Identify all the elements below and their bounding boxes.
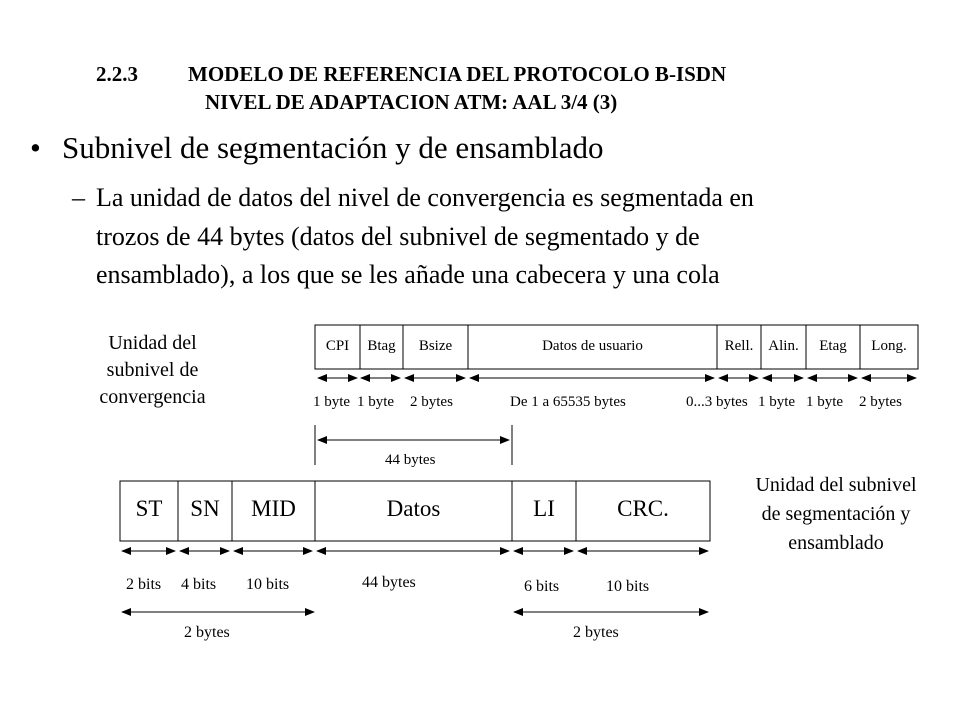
sar-size-mid: 10 bits	[246, 576, 290, 593]
page-title-line2: NIVEL DE ADAPTACION ATM: AAL 3/4 (3)	[205, 90, 618, 114]
subbullet-line2: trozos de 44 bytes (datos del subnivel de segmentado y de	[96, 222, 700, 251]
sar-unit-label-line1: Unidad del subnivel	[755, 474, 917, 496]
cs-size-cpi: 1 byte	[313, 394, 351, 410]
cs-field-padding: Rell.	[724, 338, 754, 354]
cs-unit-label-line1: Unidad del	[108, 332, 197, 354]
section-number: 2.2.3	[96, 62, 138, 86]
sar-trailer-total: 2 bytes	[573, 624, 619, 641]
sar-size-sn: 4 bits	[181, 576, 217, 593]
segment-44-bytes-label: 44 bytes	[385, 452, 436, 468]
sar-size-li: 6 bits	[524, 578, 560, 595]
subbullet-line1: La unidad de datos del nivel de convergencia es segmentada en	[96, 183, 754, 212]
cs-unit-label	[60, 330, 245, 411]
cs-size-user-data: De 1 a 65535 bytes	[510, 394, 626, 410]
cs-size-etag: 1 byte	[806, 394, 844, 410]
cs-unit-label-line3: convergencia	[99, 386, 206, 408]
bullet-text: Subnivel de segmentación y de ensamblado	[62, 130, 604, 165]
sar-field-st: ST	[135, 496, 163, 521]
sar-header-total: 2 bytes	[184, 624, 230, 641]
sar-unit-label	[718, 471, 954, 558]
cs-unit-label-line2: subnivel de	[106, 359, 199, 381]
bullet-symbol: •	[30, 130, 41, 165]
cs-size-bsize: 2 bytes	[410, 394, 453, 410]
sar-field-li: LI	[533, 496, 555, 521]
cs-field-alignment: Alin.	[768, 338, 799, 354]
sar-unit-label-line3: ensamblado	[788, 532, 884, 554]
cs-size-length: 2 bytes	[859, 394, 902, 410]
cs-field-cpi: CPI	[325, 338, 350, 354]
sar-field-data: Datos	[386, 496, 441, 521]
cs-size-alignment: 1 byte	[758, 394, 796, 410]
sar-field-mid: MID	[251, 496, 296, 521]
cs-field-bsize: Bsize	[418, 338, 453, 354]
cs-size-padding: 0...3 bytes	[686, 394, 748, 410]
cs-size-btag: 1 byte	[357, 394, 395, 410]
sar-size-data: 44 bytes	[362, 574, 416, 591]
sar-field-crc: CRC.	[617, 496, 669, 521]
sar-unit-label-line2: de segmentación y	[761, 503, 911, 525]
cs-field-length: Long.	[871, 338, 907, 354]
subbullet-line3: ensamblado), a los que se les añade una cabecera y una cola	[96, 260, 720, 289]
subbullet-dash: –	[72, 183, 85, 212]
cs-field-user-data: Datos de usuario	[542, 338, 643, 354]
cs-field-etag: Etag	[819, 338, 847, 354]
sar-size-st: 2 bits	[126, 576, 162, 593]
sar-field-sn: SN	[190, 496, 220, 521]
sar-size-crc: 10 bits	[606, 578, 650, 595]
cs-field-btag: Btag	[367, 338, 396, 354]
page-title-line1: MODELO DE REFERENCIA DEL PROTOCOLO B-ISDN	[188, 62, 727, 86]
